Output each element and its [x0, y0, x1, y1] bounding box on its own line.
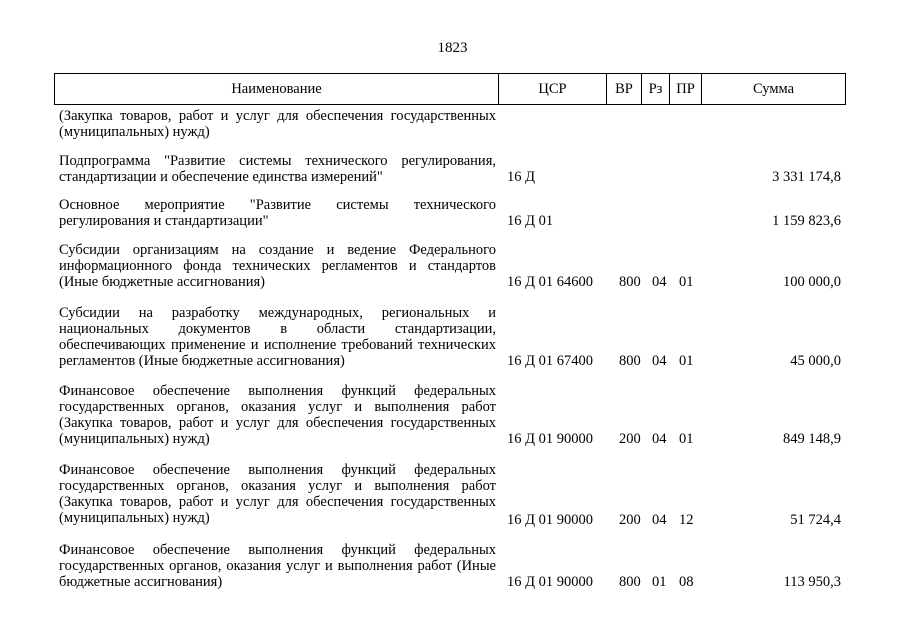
row-sum: 849 148,9 — [783, 431, 841, 447]
row-sum: 45 000,0 — [790, 353, 841, 369]
row-vr: 800 — [619, 353, 641, 369]
row-pr: 01 — [679, 431, 694, 447]
row-sum: 1 159 823,6 — [772, 213, 841, 229]
row-csr: 16 Д 01 — [507, 213, 554, 229]
row-sum: 3 331 174,8 — [772, 169, 841, 185]
table-header — [54, 73, 846, 105]
row-vr: 800 — [619, 274, 641, 290]
row-csr: 16 Д — [507, 169, 536, 185]
column-header-name: Наименование — [231, 81, 322, 97]
row-pr: 01 — [679, 274, 694, 290]
row-name: Основное мероприятие "Развитие системы технического регулирования и стандартизации" — [59, 197, 496, 229]
column-header-vr: ВР — [615, 81, 633, 97]
row-name: (Закупка товаров, работ и услуг для обеспечения государственных (муниципальных) нужд) — [59, 108, 496, 140]
row-csr: 16 Д 01 90000 — [507, 574, 594, 590]
column-header-csr: ЦСР — [538, 81, 567, 97]
row-sum: 113 950,3 — [783, 574, 841, 590]
row-sum: 51 724,4 — [790, 512, 841, 528]
row-csr: 16 Д 01 90000 — [507, 431, 594, 447]
column-header-pr: ПР — [676, 81, 695, 97]
row-vr: 200 — [619, 512, 641, 528]
row-name: Финансовое обеспечение выполнения функций федеральных государственных органов, оказания услуг и выполнения работ (Закупка товаров, работ и услуг для обеспечения государственных (муниципальных) нужд) — [59, 383, 496, 447]
row-pr: 08 — [679, 574, 694, 590]
row-rz: 04 — [652, 274, 667, 290]
row-vr: 800 — [619, 574, 641, 590]
row-sum: 100 000,0 — [783, 274, 841, 290]
row-name: Финансовое обеспечение выполнения функций федеральных государственных органов, оказания услуг и выполнения работ (Закупка товаров, работ и услуг для обеспечения государственных (муниципальных) нужд) — [59, 462, 496, 526]
column-header-rz: Рз — [648, 81, 663, 97]
row-rz: 04 — [652, 353, 667, 369]
row-vr: 200 — [619, 431, 641, 447]
row-name: Финансовое обеспечение выполнения функций федеральных государственных органов, оказания услуг и выполнения работ (Иные бюджетные ассигнования) — [59, 542, 496, 590]
row-name: Субсидии на разработку международных, региональных и национальных документов в области стандартизации, обеспечивающих применение и исполнение требований технических регламентов (Иные бюджетные ассигнования) — [59, 305, 496, 369]
row-csr: 16 Д 01 64600 — [507, 274, 594, 290]
row-csr: 16 Д 01 67400 — [507, 353, 594, 369]
page-number: 1823 — [437, 40, 468, 56]
row-name: Субсидии организациям на создание и ведение Федерального информационного фонда технических регламентов и стандартов (Иные бюджетные ассигнования) — [59, 242, 496, 290]
column-header-sum: Сумма — [752, 81, 795, 97]
row-pr: 01 — [679, 353, 694, 369]
row-pr: 12 — [679, 512, 694, 528]
row-rz: 04 — [652, 431, 667, 447]
row-name: Подпрограмма "Развитие системы технического регулирования, стандартизации и обеспечение единства измерений" — [59, 153, 496, 185]
row-rz: 04 — [652, 512, 667, 528]
row-csr: 16 Д 01 90000 — [507, 512, 594, 528]
row-rz: 01 — [652, 574, 667, 590]
